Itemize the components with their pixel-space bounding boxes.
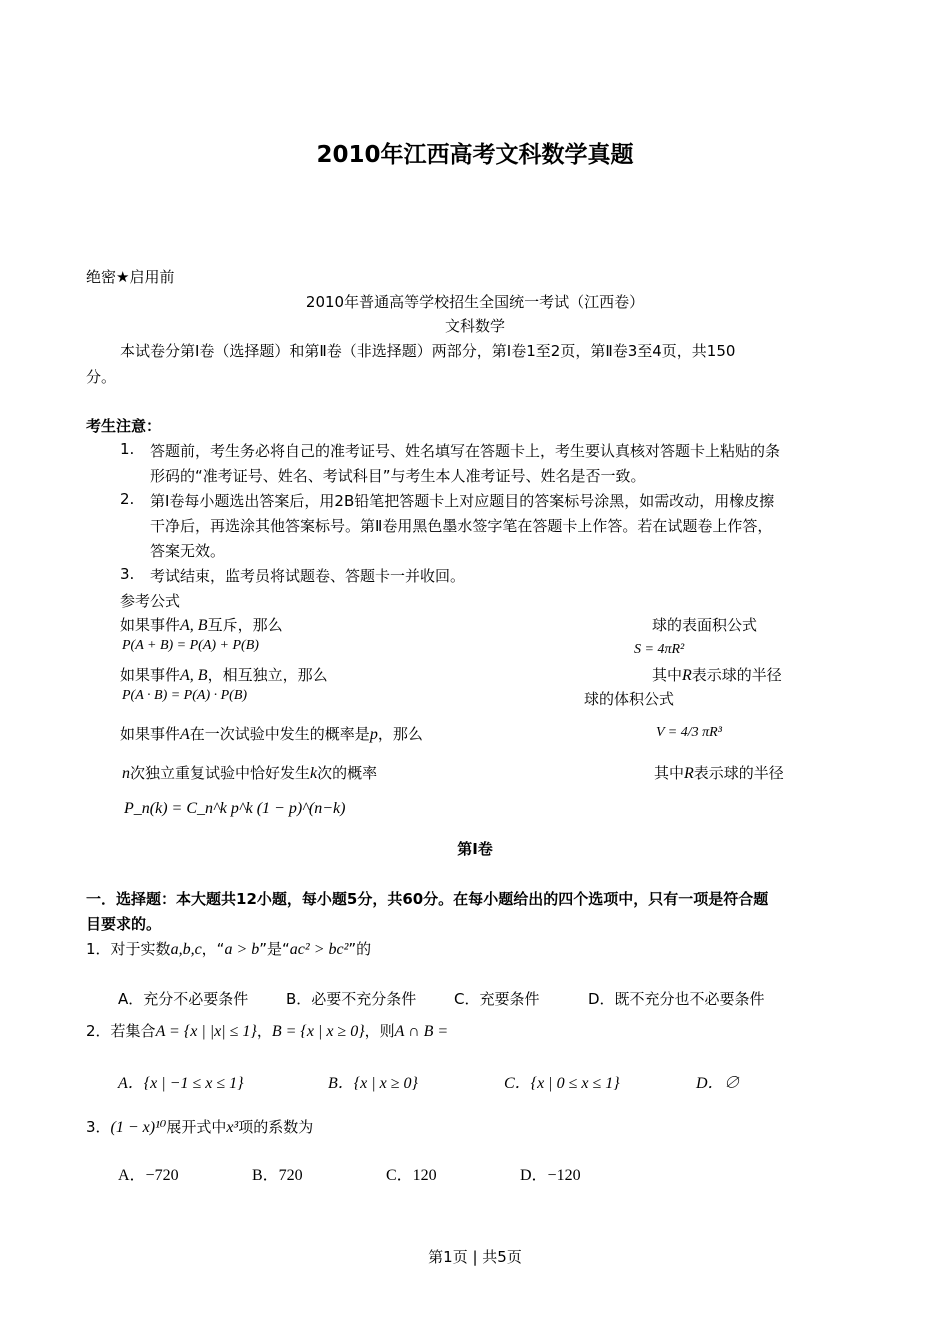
indep-vars: A, B [180,667,208,684]
page-footer: 第1页 | 共5页 [428,1248,522,1266]
bernoulli-formula: P_n(k) = C_n^k p^k (1 − p)^(n−k) [124,800,346,817]
section-1-line-2: 目要求的。 [86,915,162,933]
secret-label: 绝密★启用前 [86,268,175,286]
intro-line-1: 本试卷分第Ⅰ卷（选择题）和第Ⅱ卷（非选择题）两部分，第Ⅰ卷1至2页，第Ⅱ卷3至4页，共150 [120,342,736,360]
question-3-option-c: C．120 [386,1167,437,1184]
section-1-line-1: 一．选择题：本大题共12小题，每小题5分，共60分。在每小题给出的四个选项中，只有一项是符合题 [86,890,769,908]
question-3-option-b: B．720 [252,1167,303,1184]
notice-2-number: 2. [120,490,135,508]
question-1-option-a: A．充分不必要条件 [118,990,249,1008]
notice-3-line-1: 考试结束，监考员将试题卷、答题卡一并收回。 [150,567,466,585]
question-3-option-a: A．−720 [118,1167,179,1184]
part-1-heading: 第Ⅰ卷 [457,840,493,858]
notice-2-line-1: 第Ⅰ卷每小题选出答案后，用2B铅笔把答题卡上对应题目的答案标号涂黑，如需改动，用橡皮擦 [150,492,775,510]
bernoulli-line: n次独立重复试验中恰好发生k次的概率 [122,764,378,782]
notice-2-line-3: 答案无效。 [150,542,226,560]
question-3-option-d: D．−120 [520,1167,581,1184]
mutex-line: 如果事件A, B互斥，那么 [120,616,283,634]
indep-line: 如果事件A, B，相互独立，那么 [120,666,328,684]
sphere-area-heading: 球的表面积公式 [652,616,758,634]
sphere-area-formula: S = 4πR² [634,642,685,657]
mutex-vars: A, B [180,617,208,634]
question-1-option-b: B．必要不充分条件 [286,990,417,1008]
prob-line: 如果事件A在一次试验中发生的概率是p，那么 [120,725,423,743]
sphere-vol-formula: V = 4/3 πR³ [656,725,722,740]
notice-1-number: 1. [120,440,135,458]
question-2-option-c: C．{x | 0 ≤ x ≤ 1} [504,1075,620,1092]
notice-3-number: 3. [120,565,135,583]
indep-formula: P(A · B) = P(A) · P(B) [122,688,248,703]
radius-note-1: 其中R表示球的半径 [652,666,782,684]
question-3-stem: 3．(1 − x)¹⁰展开式中x³项的系数为 [86,1118,314,1136]
subject-name: 文科数学 [444,317,505,335]
notice-2-line-2: 干净后，再选涂其他答案标号。第Ⅱ卷用黑色墨水签字笔在答题卡上作答。若在试题卷上作答， [150,517,773,535]
question-1-option-c: C．充要条件 [454,990,540,1008]
notice-1-line-2: 形码的“准考证号、姓名、考试科目”与考生本人准考证号、姓名是否一致。 [150,467,646,485]
sphere-vol-heading: 球的体积公式 [584,690,675,708]
formula-heading: 参考公式 [120,592,181,610]
mutex-formula: P(A + B) = P(A) + P(B) [122,638,259,653]
intro-line-2: 分。 [86,368,117,386]
notice-heading: 考生注意： [86,417,162,435]
page-title: 2010年江西高考文科数学真题 [316,142,634,168]
question-2-option-b: B．{x | x ≥ 0} [328,1075,418,1092]
exam-name: 2010年普通高等学校招生全国统一考试（江西卷） [305,293,645,311]
question-1-option-d: D．既不充分也不必要条件 [588,990,765,1008]
radius-note-2: 其中R表示球的半径 [654,764,784,782]
question-2-option-d: D．∅ [696,1075,740,1092]
question-1-stem: 1．对于实数a,b,c，“a > b”是“ac² > bc²”的 [86,940,372,958]
notice-1-line-1: 答题前，考生务必将自己的准考证号、姓名填写在答题卡上，考生要认真核对答题卡上粘贴的条 [150,442,781,460]
question-2-option-a: A．{x | −1 ≤ x ≤ 1} [118,1075,244,1092]
question-2-stem: 2．若集合A = {x | |x| ≤ 1}，B = {x | x ≥ 0}，则A ∩ B = [86,1022,449,1040]
